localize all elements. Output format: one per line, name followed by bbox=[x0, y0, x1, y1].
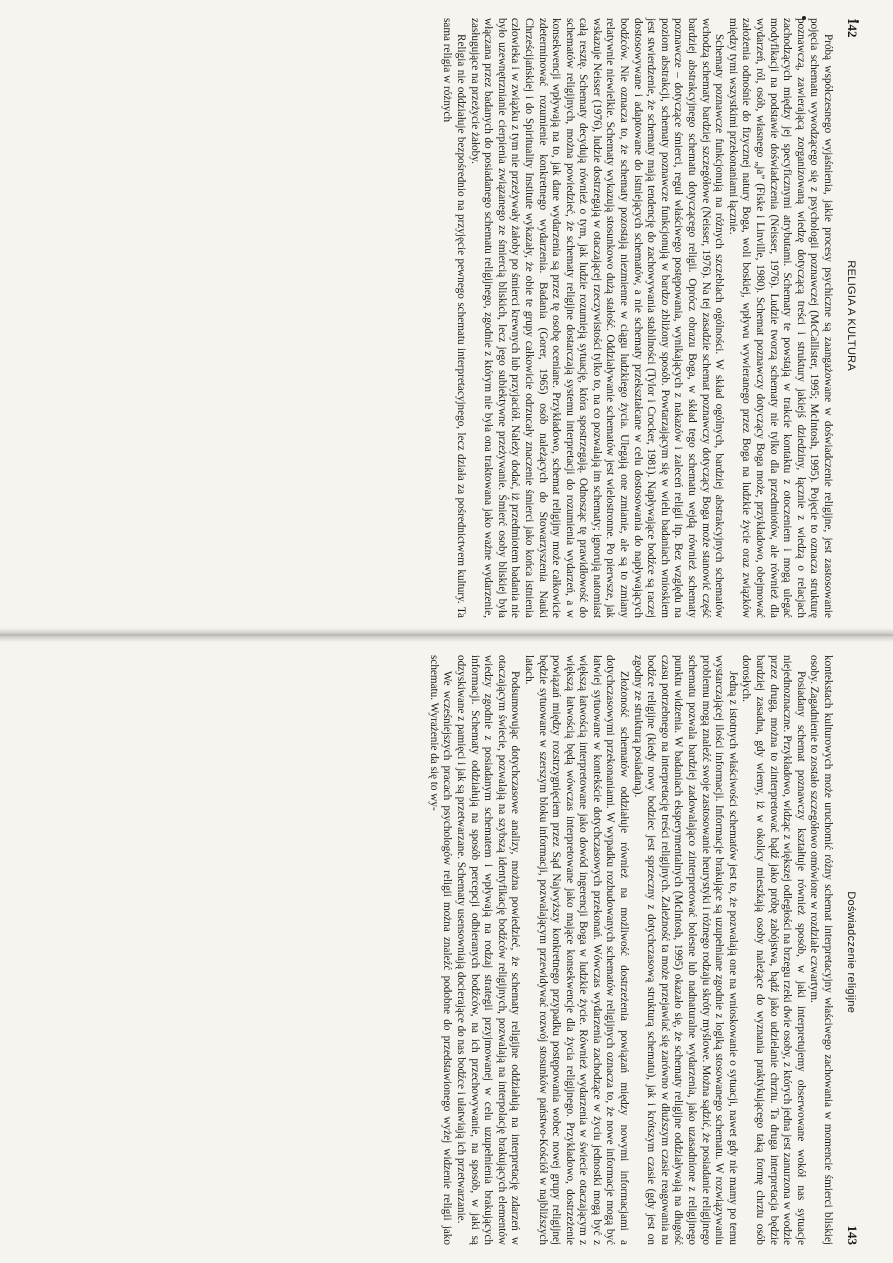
right-page bbox=[115, 655, 860, 1245]
paragraph: We wcześniejszych pracach psychologów religii można znaleźć podobne do przedstawionego wyżej widzenie religii jako schematu. Wyrażenie da się to wy- bbox=[427, 655, 454, 1245]
running-head bbox=[842, 18, 860, 618]
page-body bbox=[426, 655, 834, 1245]
paragraph: Złożoność schematów oddziałuje również na możliwość dostrzeżenia powiązań między nowymi informacjami a dotychczasowymi przekonaniami. W wypadku rozbudowanych schematów religijnych oznacza to, że nowe informacje mogą być łatwiej sytuowane w kontekście dotychczasowych przekonań. Wówczas wydarzenia zachodzące w życiu jednostki mogą być z większą łatwością interpretowane jako dowód ingerencji Boga w ludzkie życie. Również wydarzenia w świecie otaczającym z większą łatwością będą wówczas interpretowane jako mające konsekwencje dla życia religijnego. Przykładowo, dostrzeżenie powiązań między rozstrzygnięciem przez Sąd Najwyższy konkretnego przypadku postępowania wobec nowej grupy religijnej będzie sytuowane w szerszym bloku informacji, pozwalającym przewidywać rozwój stosunków państwo-Kościół w najbliższych latach. bbox=[522, 655, 631, 1245]
running-title: Doświadczenie religijne bbox=[845, 891, 857, 1014]
paragraph: Posiadany schemat poznawczy kształtuje również sposób, w jaki interpretujemy obserwowane wokół nas sytuacje niejednoznaczne. Przykładowo, widząc z większej odległości na brzegu rzeki dwie osoby, z których jedna jest zanurzona w wodzie przez drugą, można to zinterpretować bądź jako próbę zabójstwa, bądź jako udzielanie chrztu. Ta druga interpretacja będzie bardziej zasadna, gdy wiemy, iż w okolicy mieszkają osoby należące do wyznania praktykującego taką formę chrztu osób dorosłych. bbox=[740, 655, 807, 1245]
page-number: 142 bbox=[845, 18, 860, 38]
paragraph: kontekstach kulturowych może uruchomić różny schemat interpretacyjny właściwego zachowania w momencie śmierci bliskiej osoby. Zagadnienie to zostało szczegółowo omówione w rozdziale czwartym. bbox=[808, 655, 834, 1245]
paragraph: Jedną z istotnych właściwości schematów jest to, że pozwalają one na wnioskowanie o sytuacji, nawet gdy nie mamy po temu wystarczającej ilości informacji. Informacje brakujące są uzupełniane zgodnie z logiką stosowanego schematu. W rozwiązywaniu problemu mogą znaleźć swoje zastosowanie heurystyki i różnego rodzaju skróty myślowe. Można sądzić, że posiadanie religijnego schematu pozwala bardziej zadowalająco zinterpretować bolesne lub nadnaturalne wydarzenia, jako uzasadnione z religijnego punktu widzenia. W badaniach eksperymentalnych (McIntosh, 1995) okazało się, że schematy religijne oddziaływają na długość czasu potrzebnego na interpretację treści religijnych. Zależność ta może przejawiać się zarówno w dłuższym czasie reagowania na bodźce religijne (kiedy nowy bodziec jest sprzeczny z dotychczasową strukturą schematu), jak i krótszym czasie (gdy jest on zgodny ze strukturą posiadaną). bbox=[631, 655, 739, 1245]
paragraph: Religia nie oddziałuje bezpośrednio na przyjęcie pewnego schematu interpretacyjnego, lecz działa za pośrednictwem kultury. Ta sama religia w różnych bbox=[441, 18, 467, 618]
book-gutter bbox=[0, 628, 893, 642]
paragraph: Podsumowując dotychczasowe analizy, można powiedzieć, że schematy religijne oddziałują na interpretację zdarzeń w otaczającym świecie, pozwalają na szybszą identyfikację bodźców religijnych, pozwalają na interpolację brakujących elementów wiedzy zgodnie z posiadanym schematem i wpływają na rodzaj strategii przyjmowanej w celu uzupełnienia brakujących informacji. Schematy oddziałują na sposób percepcji odbieranych bodźców, na ich przechowywanie, na sposób, w jaki są odzyskiwane z pamięci i jak są przetwarzane. Schematy usensowniają docierające do nas bodźce i ułatwiają ich przetwarzanie. bbox=[454, 655, 522, 1245]
page-number: 143 bbox=[845, 1225, 860, 1245]
paragraph: Próbą współczesnego wyjaśnienia, jakie procesy psychiczne są zaangażowane w doświadczenie religijne, jest zastosowanie pojęcia schematu wywodzącego się z psychologii poznawczej (McCallister, 1995; McIntosh, 1995). Pojęcie to oznacza strukturę poznawczą, zawierającą zorganizowaną wiedzę dotyczącą treści i struktury jakiejś dziedziny, łącznie z wiedzą o relacjach zachodzących między jej specyficznymi atrybutami. Schematy te powstają w trakcie kontaktu z otoczeniem i mogą ulegać modyfikacji na podstawie doświadczenia (Neisser, 1976). Ludzie tworzą schematy nie tylko dla przedmiotów, ale również dla wydarzeń, ról, osób, własnego „ja” (Fiske i Linville, 1980). Schemat poznawczy dotyczący Boga może, przykładowo, obejmować założenia odnośnie do fizycznej natury Boga, woli boskiej, wpływu wywieranego przez Boga na ludzkie życie oraz związków między tymi wszystkimi przekonaniami łącznie. bbox=[726, 18, 834, 618]
running-head bbox=[842, 655, 860, 1245]
left-page bbox=[115, 18, 860, 618]
page-body bbox=[440, 18, 834, 618]
paragraph: Schematy poznawcze funkcjonują na różnych szczeblach ogólności. W skład ogólnych, bardziej abstrakcyjnych schematów wchodzą schematy bardziej szczegółowe (Neisser, 1976). Na tej zasadzie schemat poznawczy dotyczący Boga może stanowić część bardziej abstrakcyjnego schematu dotyczącego religii. Oprócz obrazu Boga, w skład tego schematu wejdą również schematy poznawcze – dotyczące śmierci, reguł właściwego postępowania, wynikających z nakazów i zaleceń religii itp. Bez względu na poziom abstrakcji, schematy poznawcze funkcjonują w bardzo zbliżony sposób. Powtarzającym się w wielu badaniach wnioskiem jest stwierdzenie, że schematy mają tendencję do zachowywania stabilności (Tylor i Crocker, 1981). Napływające bodźce są raczej dostosowywane i adaptowane do istniejących schematów, a nie schematy przekształcane w celu dostosowania do napływających bodźców. Nie oznacza to, że schematy pozostają niezmienne w ciągu ludzkiego życia. Ulegają one zmianie, ale są to zmiany relatywnie niewielkie. Schematy wykazują stosunkowo dużą stałość. Oddziaływanie schematów jest wielostronne. Po pierwsze, jak wskazuje Neisser (1976), ludzie dostrzegają w otaczającej rzeczywistości tylko to, na co pozwalają im schematy; ignorują natomiast całą resztę. Schematy decydują również o tym, jak ludzie rozumieją sytuację, która spostrzegają. Odnosząc tę prawidłowość do schematów religijnych, można powiedzieć, że schematy religijne dostarczają systemu interpretacji do rozumienia wydarzeń, a w konsekwencji wpływają na to, jak dane wydarzenia są przez tę osobę oceniane. Przykładowo, schemat religijny może całkowicie zdeterminować rozumienie konkretnego wydarzenia. Badania (Gorer, 1965) osób należących do Stowarzyszenia Nauki Chrześcijańskiej i do Spirituality Institute wykazały, że obie te grupy całkowicie odrzucały znaczenie śmierci jako końca istnienia człowieka i w związku z tym nie przeżywały żałoby po śmierci krewnych lub przyjaciół. Należy dodać, iż przedmiotem badania nie było uzewnętrznianie cierpienia związanego ze śmiercią bliskich, lecz jego subiektywne przeżywanie. Śmierć osoby bliskiej była włączana przez badanych do posiadanego schematu religijnego, zgodnie z którym nie była ona traktowana jako ważne wydarzenie, zasługujące na przeżycie żałoby. bbox=[468, 18, 726, 618]
running-title: RELIGIA A KULTURA bbox=[845, 260, 857, 372]
